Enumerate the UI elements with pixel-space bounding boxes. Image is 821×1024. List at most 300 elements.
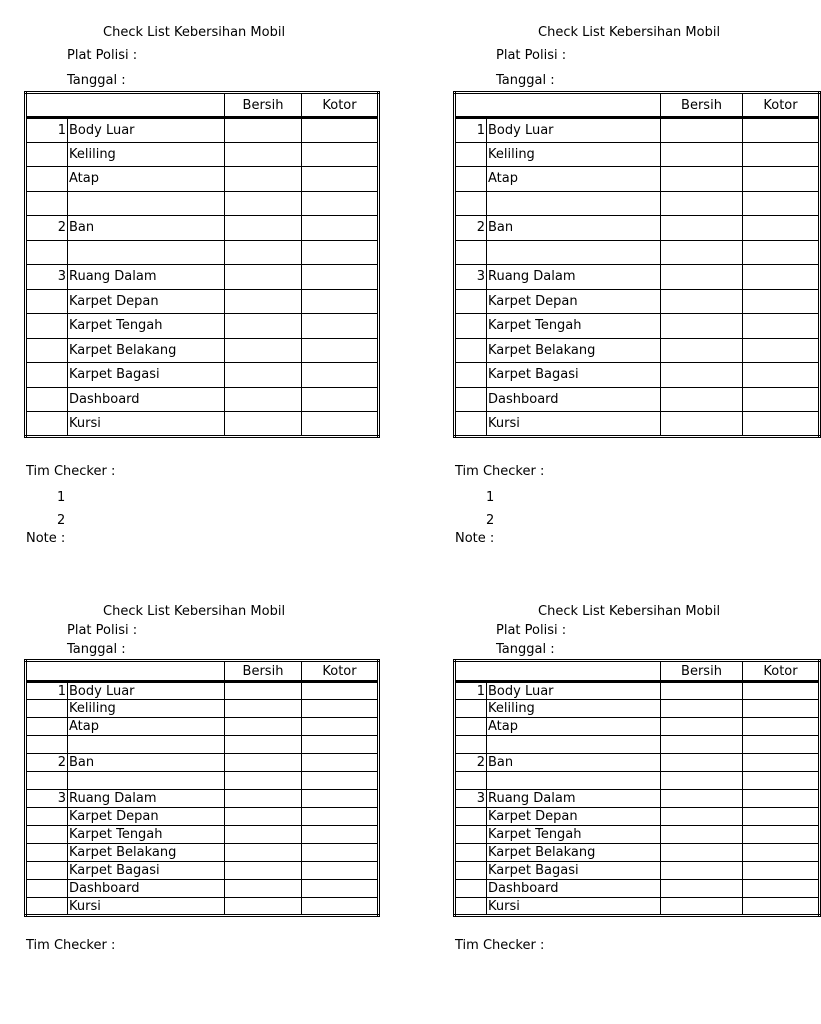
checker-1-label: 1	[57, 490, 66, 505]
clean-checkbox-cell[interactable]	[661, 338, 743, 363]
clean-checkbox-cell[interactable]	[661, 898, 743, 916]
row-item: Karpet Bagasi	[487, 862, 661, 880]
dirty-checkbox-cell[interactable]	[743, 880, 820, 898]
clean-checkbox-cell[interactable]	[661, 314, 743, 339]
header-blank-cell	[26, 661, 225, 682]
clean-checkbox-cell[interactable]	[661, 754, 743, 772]
row-number	[26, 700, 68, 718]
row-number	[26, 191, 68, 216]
row-number	[26, 862, 68, 880]
table-row	[455, 338, 820, 363]
row-number	[26, 898, 68, 916]
dirty-checkbox-cell[interactable]	[302, 826, 379, 844]
row-number	[455, 387, 487, 412]
clean-checkbox-cell[interactable]	[225, 142, 302, 167]
table-row	[26, 338, 379, 363]
row-number	[455, 736, 487, 754]
table-row	[26, 700, 379, 718]
row-item: Ban	[487, 216, 661, 241]
row-item	[68, 772, 225, 790]
row-item	[68, 240, 225, 265]
row-item	[68, 736, 225, 754]
clean-checkbox-cell[interactable]	[661, 167, 743, 192]
checker-team-label: Tim Checker :	[455, 938, 545, 953]
clean-checkbox-cell[interactable]	[225, 772, 302, 790]
clean-checkbox-cell[interactable]	[225, 167, 302, 192]
table-row	[455, 216, 820, 241]
row-item: Karpet Depan	[487, 289, 661, 314]
table-row	[26, 736, 379, 754]
dirty-checkbox-cell[interactable]	[302, 880, 379, 898]
dirty-checkbox-cell[interactable]	[302, 682, 379, 700]
dirty-checkbox-cell[interactable]	[743, 808, 820, 826]
plate-number-label: Plat Polisi :	[67, 623, 138, 638]
table-row	[26, 412, 379, 437]
dirty-checkbox-cell[interactable]	[302, 772, 379, 790]
row-item: Kursi	[487, 898, 661, 916]
row-item: Ban	[68, 216, 225, 241]
clean-checkbox-cell[interactable]	[661, 862, 743, 880]
note-label: Note :	[455, 531, 495, 546]
dirty-checkbox-cell[interactable]	[743, 142, 820, 167]
clean-checkbox-cell[interactable]	[225, 898, 302, 916]
clean-checkbox-cell[interactable]	[661, 826, 743, 844]
table-row	[26, 754, 379, 772]
dirty-checkbox-cell[interactable]	[743, 216, 820, 241]
table-row	[455, 754, 820, 772]
clean-checkbox-cell[interactable]	[661, 736, 743, 754]
clean-checkbox-cell[interactable]	[661, 118, 743, 143]
row-item: Ruang Dalam	[487, 790, 661, 808]
clean-checkbox-cell[interactable]	[661, 363, 743, 388]
dirty-checkbox-cell[interactable]	[302, 387, 379, 412]
row-item	[68, 191, 225, 216]
dirty-checkbox-cell[interactable]	[743, 736, 820, 754]
checker-team-label: Tim Checker :	[455, 464, 545, 479]
row-item: Body Luar	[487, 682, 661, 700]
table-row	[455, 772, 820, 790]
row-number	[455, 718, 487, 736]
row-number: 1	[26, 682, 68, 700]
dirty-checkbox-cell[interactable]	[743, 412, 820, 437]
table-row	[26, 363, 379, 388]
table-row	[455, 898, 820, 916]
dirty-checkbox-cell[interactable]	[302, 898, 379, 916]
clean-checkbox-cell[interactable]	[225, 118, 302, 143]
row-item: Karpet Tengah	[68, 826, 225, 844]
row-number: 3	[26, 265, 68, 290]
clean-checkbox-cell[interactable]	[225, 363, 302, 388]
clean-checkbox-cell[interactable]	[661, 700, 743, 718]
row-item	[487, 772, 661, 790]
row-number	[455, 898, 487, 916]
row-item: Ban	[68, 754, 225, 772]
dirty-checkbox-cell[interactable]	[743, 790, 820, 808]
row-item: Kursi	[487, 412, 661, 437]
row-item: Ruang Dalam	[68, 790, 225, 808]
table-row	[455, 700, 820, 718]
clean-checkbox-cell[interactable]	[661, 718, 743, 736]
table-row	[455, 826, 820, 844]
table-header-row	[455, 661, 820, 682]
table-row	[26, 718, 379, 736]
table-row	[455, 167, 820, 192]
row-number	[455, 363, 487, 388]
row-item: Atap	[487, 718, 661, 736]
table-row	[455, 240, 820, 265]
clean-checkbox-cell[interactable]	[225, 736, 302, 754]
clean-checkbox-cell[interactable]	[225, 240, 302, 265]
dirty-checkbox-cell[interactable]	[302, 363, 379, 388]
table-row	[455, 387, 820, 412]
table-row	[455, 844, 820, 862]
dirty-checkbox-cell[interactable]	[743, 289, 820, 314]
row-item: Atap	[68, 167, 225, 192]
table-row	[455, 808, 820, 826]
row-item: Karpet Belakang	[68, 338, 225, 363]
clean-checkbox-cell[interactable]	[225, 718, 302, 736]
dirty-checkbox-cell[interactable]	[743, 387, 820, 412]
dirty-checkbox-cell[interactable]	[743, 167, 820, 192]
table-header-row	[455, 93, 820, 118]
date-label: Tanggal :	[496, 73, 555, 88]
dirty-checkbox-cell[interactable]	[302, 736, 379, 754]
row-item: Karpet Depan	[68, 808, 225, 826]
row-item: Atap	[487, 167, 661, 192]
row-item: Karpet Bagasi	[487, 363, 661, 388]
row-number	[455, 862, 487, 880]
dirty-checkbox-cell[interactable]	[302, 718, 379, 736]
date-label: Tanggal :	[67, 642, 126, 657]
plate-number-label: Plat Polisi :	[496, 623, 567, 638]
sheet-title: Check List Kebersihan Mobil	[103, 604, 286, 619]
row-number	[26, 167, 68, 192]
header-blank-cell	[455, 93, 661, 118]
table-row	[26, 826, 379, 844]
clean-checkbox-cell[interactable]	[661, 772, 743, 790]
clean-checkbox-cell[interactable]	[225, 338, 302, 363]
row-number	[455, 314, 487, 339]
table-row	[26, 772, 379, 790]
row-item: Karpet Bagasi	[68, 862, 225, 880]
row-number: 2	[26, 216, 68, 241]
checklist-table	[24, 91, 380, 438]
row-item: Ruang Dalam	[487, 265, 661, 290]
table-row	[455, 265, 820, 290]
table-row	[455, 363, 820, 388]
row-number	[455, 191, 487, 216]
row-number	[455, 289, 487, 314]
row-item	[487, 240, 661, 265]
row-item: Dashboard	[487, 387, 661, 412]
clean-checkbox-cell[interactable]	[661, 142, 743, 167]
row-item: Karpet Belakang	[487, 338, 661, 363]
row-number: 1	[455, 118, 487, 143]
clean-checkbox-cell[interactable]	[225, 844, 302, 862]
checker-1-label: 1	[486, 490, 495, 505]
column-header-dirty: Kotor	[743, 661, 820, 682]
clean-checkbox-cell[interactable]	[225, 387, 302, 412]
column-header-clean: Bersih	[225, 93, 302, 118]
row-number	[26, 363, 68, 388]
dirty-checkbox-cell[interactable]	[302, 808, 379, 826]
dirty-checkbox-cell[interactable]	[302, 191, 379, 216]
row-number	[455, 808, 487, 826]
checklist-table	[453, 659, 821, 917]
plate-number-label: Plat Polisi :	[67, 48, 138, 63]
table-row	[26, 314, 379, 339]
row-number	[455, 826, 487, 844]
table-row	[455, 790, 820, 808]
table-row	[26, 191, 379, 216]
table-row	[455, 314, 820, 339]
row-item: Karpet Depan	[487, 808, 661, 826]
clean-checkbox-cell[interactable]	[225, 754, 302, 772]
table-row	[26, 265, 379, 290]
dirty-checkbox-cell[interactable]	[302, 314, 379, 339]
row-item: Kursi	[68, 412, 225, 437]
row-number	[26, 289, 68, 314]
dirty-checkbox-cell[interactable]	[302, 338, 379, 363]
row-item: Keliling	[487, 142, 661, 167]
row-item: Keliling	[68, 142, 225, 167]
row-number	[455, 412, 487, 437]
table-clip	[453, 91, 798, 451]
row-number	[455, 240, 487, 265]
row-number	[26, 412, 68, 437]
table-row	[26, 289, 379, 314]
row-number	[26, 844, 68, 862]
dirty-checkbox-cell[interactable]	[743, 700, 820, 718]
row-number	[455, 338, 487, 363]
row-number: 1	[26, 118, 68, 143]
dirty-checkbox-cell[interactable]	[743, 314, 820, 339]
note-label: Note :	[26, 531, 66, 546]
dirty-checkbox-cell[interactable]	[302, 142, 379, 167]
column-header-dirty: Kotor	[302, 661, 379, 682]
row-number	[26, 338, 68, 363]
row-item: Karpet Belakang	[487, 844, 661, 862]
plate-number-label: Plat Polisi :	[496, 48, 567, 63]
table-row	[26, 167, 379, 192]
header-blank-cell	[455, 661, 661, 682]
row-number	[26, 142, 68, 167]
dirty-checkbox-cell[interactable]	[302, 862, 379, 880]
dirty-checkbox-cell[interactable]	[743, 862, 820, 880]
row-item: Dashboard	[68, 880, 225, 898]
dirty-checkbox-cell[interactable]	[302, 844, 379, 862]
row-item: Atap	[68, 718, 225, 736]
row-number	[455, 880, 487, 898]
dirty-checkbox-cell[interactable]	[743, 718, 820, 736]
table-row	[26, 898, 379, 916]
dirty-checkbox-cell[interactable]	[743, 844, 820, 862]
row-item: Ruang Dalam	[68, 265, 225, 290]
row-item: Body Luar	[487, 118, 661, 143]
dirty-checkbox-cell[interactable]	[302, 754, 379, 772]
dirty-checkbox-cell[interactable]	[743, 772, 820, 790]
row-item: Dashboard	[487, 880, 661, 898]
row-number: 3	[26, 790, 68, 808]
row-item	[487, 736, 661, 754]
row-number	[455, 167, 487, 192]
table-row	[26, 880, 379, 898]
dirty-checkbox-cell[interactable]	[302, 167, 379, 192]
checker-2-label: 2	[486, 513, 495, 528]
checker-team-label: Tim Checker :	[26, 938, 116, 953]
clean-checkbox-cell[interactable]	[225, 862, 302, 880]
checker-team-label: Tim Checker :	[26, 464, 116, 479]
dirty-checkbox-cell[interactable]	[743, 338, 820, 363]
row-item: Body Luar	[68, 118, 225, 143]
row-item: Ban	[487, 754, 661, 772]
row-item: Kursi	[68, 898, 225, 916]
dirty-checkbox-cell[interactable]	[743, 754, 820, 772]
clean-checkbox-cell[interactable]	[225, 808, 302, 826]
clean-checkbox-cell[interactable]	[225, 191, 302, 216]
clean-checkbox-cell[interactable]	[661, 289, 743, 314]
table-row	[26, 118, 379, 143]
column-header-clean: Bersih	[661, 93, 743, 118]
dirty-checkbox-cell[interactable]	[743, 265, 820, 290]
sheet-title: Check List Kebersihan Mobil	[103, 25, 286, 40]
table-row	[26, 387, 379, 412]
row-number: 2	[26, 754, 68, 772]
row-number	[26, 826, 68, 844]
row-number: 1	[455, 682, 487, 700]
clean-checkbox-cell[interactable]	[661, 682, 743, 700]
row-number	[455, 844, 487, 862]
column-header-clean: Bersih	[225, 661, 302, 682]
table-row	[26, 790, 379, 808]
clean-checkbox-cell[interactable]	[225, 826, 302, 844]
row-item: Body Luar	[68, 682, 225, 700]
row-number: 3	[455, 790, 487, 808]
clean-checkbox-cell[interactable]	[225, 412, 302, 437]
date-label: Tanggal :	[67, 73, 126, 88]
clean-checkbox-cell[interactable]	[225, 682, 302, 700]
dirty-checkbox-cell[interactable]	[743, 898, 820, 916]
clean-checkbox-cell[interactable]	[225, 700, 302, 718]
table-header-row	[26, 661, 379, 682]
clean-checkbox-cell[interactable]	[661, 880, 743, 898]
table-row	[455, 289, 820, 314]
checklist-table	[453, 91, 821, 438]
clean-checkbox-cell[interactable]	[225, 880, 302, 898]
row-number	[26, 772, 68, 790]
table-row	[26, 682, 379, 700]
dirty-checkbox-cell[interactable]	[743, 191, 820, 216]
sheet-title: Check List Kebersihan Mobil	[538, 604, 721, 619]
table-header-row	[26, 93, 379, 118]
table-row	[26, 808, 379, 826]
clean-checkbox-cell[interactable]	[661, 265, 743, 290]
dirty-checkbox-cell[interactable]	[302, 265, 379, 290]
row-number	[26, 314, 68, 339]
clean-checkbox-cell[interactable]	[225, 216, 302, 241]
row-number	[26, 718, 68, 736]
row-item	[487, 191, 661, 216]
dirty-checkbox-cell[interactable]	[302, 700, 379, 718]
row-number	[26, 736, 68, 754]
checker-2-label: 2	[57, 513, 66, 528]
dirty-checkbox-cell[interactable]	[743, 826, 820, 844]
checklist-table	[24, 659, 380, 917]
table-row	[26, 142, 379, 167]
dirty-checkbox-cell[interactable]	[302, 216, 379, 241]
column-header-dirty: Kotor	[302, 93, 379, 118]
table-row	[26, 862, 379, 880]
row-number	[26, 880, 68, 898]
sheet-title: Check List Kebersihan Mobil	[538, 25, 721, 40]
clean-checkbox-cell[interactable]	[661, 387, 743, 412]
table-row	[455, 862, 820, 880]
dirty-checkbox-cell[interactable]	[302, 289, 379, 314]
column-header-clean: Bersih	[661, 661, 743, 682]
table-row	[26, 216, 379, 241]
clean-checkbox-cell[interactable]	[661, 191, 743, 216]
table-row	[455, 142, 820, 167]
row-item: Karpet Depan	[68, 289, 225, 314]
dirty-checkbox-cell[interactable]	[743, 240, 820, 265]
row-item: Keliling	[487, 700, 661, 718]
table-row	[455, 880, 820, 898]
table-row	[26, 240, 379, 265]
dirty-checkbox-cell[interactable]	[302, 790, 379, 808]
clean-checkbox-cell[interactable]	[661, 216, 743, 241]
clean-checkbox-cell[interactable]	[225, 265, 302, 290]
table-row	[26, 844, 379, 862]
column-header-dirty: Kotor	[743, 93, 820, 118]
clean-checkbox-cell[interactable]	[225, 790, 302, 808]
table-row	[455, 736, 820, 754]
row-number	[455, 700, 487, 718]
table-clip	[453, 659, 798, 1019]
row-number	[455, 772, 487, 790]
row-item: Karpet Tengah	[68, 314, 225, 339]
row-item: Karpet Tengah	[487, 314, 661, 339]
table-row	[455, 191, 820, 216]
dirty-checkbox-cell[interactable]	[743, 363, 820, 388]
clean-checkbox-cell[interactable]	[661, 808, 743, 826]
row-number	[26, 240, 68, 265]
table-row	[455, 718, 820, 736]
table-row	[455, 118, 820, 143]
date-label: Tanggal :	[496, 642, 555, 657]
row-item: Dashboard	[68, 387, 225, 412]
row-number: 3	[455, 265, 487, 290]
row-number	[26, 387, 68, 412]
clean-checkbox-cell[interactable]	[661, 844, 743, 862]
row-number	[455, 142, 487, 167]
row-item: Karpet Bagasi	[68, 363, 225, 388]
clean-checkbox-cell[interactable]	[661, 790, 743, 808]
clean-checkbox-cell[interactable]	[661, 412, 743, 437]
dirty-checkbox-cell[interactable]	[302, 118, 379, 143]
clean-checkbox-cell[interactable]	[225, 314, 302, 339]
row-item: Karpet Belakang	[68, 844, 225, 862]
dirty-checkbox-cell[interactable]	[302, 412, 379, 437]
header-blank-cell	[26, 93, 225, 118]
row-item: Karpet Tengah	[487, 826, 661, 844]
row-item: Keliling	[68, 700, 225, 718]
clean-checkbox-cell[interactable]	[225, 289, 302, 314]
table-row	[455, 412, 820, 437]
dirty-checkbox-cell[interactable]	[743, 682, 820, 700]
clean-checkbox-cell[interactable]	[661, 240, 743, 265]
dirty-checkbox-cell[interactable]	[743, 118, 820, 143]
dirty-checkbox-cell[interactable]	[302, 240, 379, 265]
